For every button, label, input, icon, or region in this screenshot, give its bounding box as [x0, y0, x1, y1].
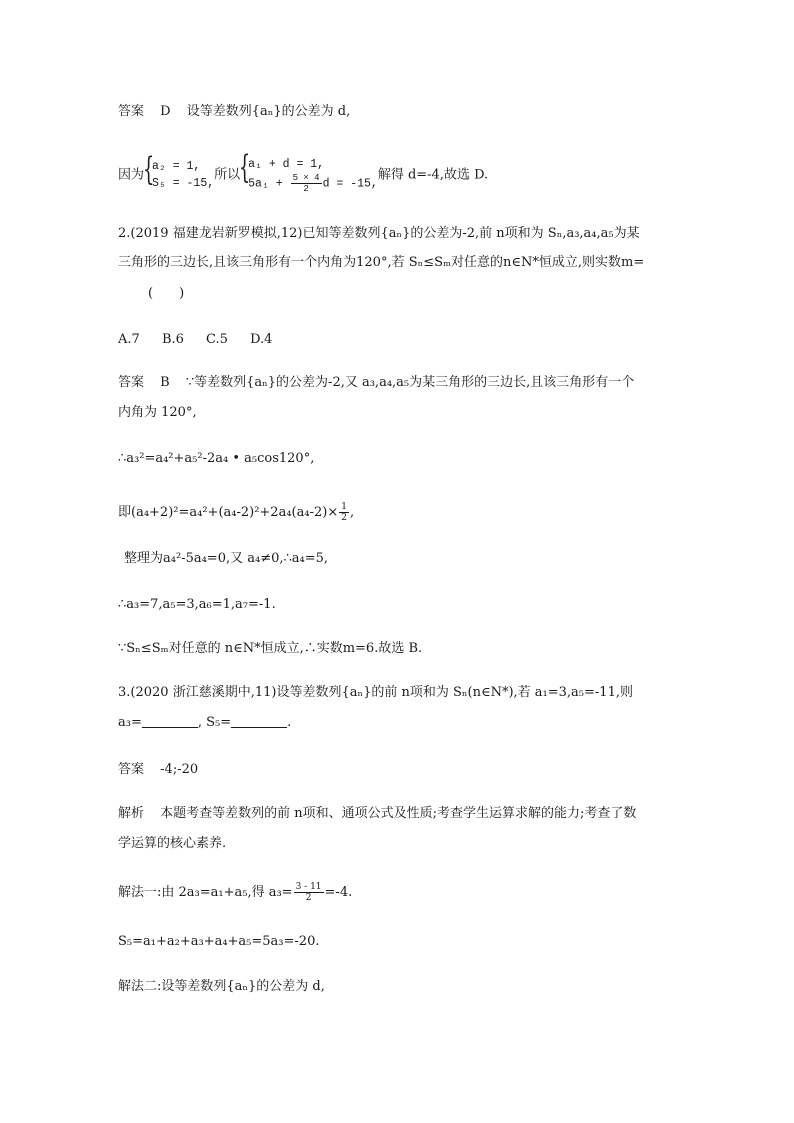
answer-blank — [231, 715, 287, 728]
fraction-numerator: 3 - 11 — [295, 882, 322, 892]
equation-part: 5a₁ + — [248, 177, 283, 191]
method-2-line-1: 解法二:设等差数列{aₙ}的公差为 d, — [118, 979, 325, 994]
fraction-denominator: 2 — [305, 893, 312, 903]
system-2: { a₁ + d = 1, 5a₁ + $\frac{5 \times 4}{2}$ d = -15, — [239, 148, 378, 194]
option-d: D.4 — [250, 332, 273, 347]
blank-prefix: a₃= — [118, 715, 142, 730]
answer-1 — [118, 103, 350, 121]
answer-label: 答案 — [118, 762, 145, 777]
blank-end: . — [287, 715, 292, 730]
equation: a₁ + d = 1, — [248, 158, 325, 171]
answer-choice: B — [160, 375, 170, 390]
option-c: C.5 — [206, 332, 228, 347]
answer-label: 答案 — [118, 375, 145, 390]
question-2-line-1: 2.(2019 福建龙岩新罗模拟,12)已知等差数列{aₙ}的公差为-2,前 n项和为 Sₙ,a₃,a₄,a₅为某 — [118, 226, 640, 241]
equation: a₂ = 1, — [152, 160, 201, 173]
system-prefix: 因为 — [118, 167, 145, 183]
question-2-options — [118, 331, 272, 349]
system-mid: 所以 — [214, 167, 241, 183]
blank-prefix: S₅= — [206, 715, 232, 730]
question-2-line-2: 三角形的三边长,且该三角形有一个内角为120°,若 Sₙ≤Sₘ对任意的n∈N*恒成立,则实数m= — [118, 255, 645, 270]
solution-step-3: 整理为a₄²-5a₄=0,又 a₄≠0,∴a₄=5, — [124, 551, 329, 566]
solution-step-2 — [118, 502, 354, 523]
analysis-line-1 — [118, 805, 636, 823]
answer-2-line-2: 内角为 120°, — [118, 405, 197, 420]
solution-step-1: ∴a₃²=a₄²+a₅²-2a₄ • a₅cos120°, — [118, 451, 315, 466]
answer-choice: D — [160, 104, 171, 119]
solution-step-5: ∵Sₙ≤Sₘ对任意的 n∈N*恒成立,∴实数m=6.故选 B. — [118, 641, 423, 656]
fraction-denominator: 2 — [341, 513, 347, 523]
system-1: { a₂ = 1, S₅ = -15, — [143, 150, 215, 190]
answer-3 — [118, 761, 198, 779]
system-equation-line — [118, 148, 489, 194]
method-1-line-2: S₅=a₁+a₂+a₃+a₄+a₅=5a₃=-20. — [118, 934, 320, 949]
analysis-text: 本题考查等差数列的前 n项和、通项公式及性质;考查学生运算求解的能力;考查了数 — [160, 806, 637, 821]
fraction-denominator: 2 — [303, 184, 309, 194]
answer-2-line-1 — [118, 374, 634, 392]
answer-paren: ( ) — [148, 286, 185, 301]
equation-part: d = -15, — [322, 177, 378, 191]
equation: S₅ = -15, — [152, 177, 215, 190]
method-text: =-4. — [324, 885, 353, 900]
fraction-numerator: 5 × 4 — [292, 173, 320, 183]
analysis-line-2: 学运算的核心素养. — [118, 836, 227, 851]
method-1-line-1 — [118, 882, 352, 903]
solution-step-4: ∴a₃=7,a₅=3,a₆=1,a₇=-1. — [118, 597, 276, 612]
question-3-blanks — [118, 714, 291, 732]
answer-label: 答案 — [118, 104, 145, 119]
fraction — [291, 173, 322, 194]
answer-text: ∵等差数列{aₙ}的公差为-2,又 a₃,a₄,a₅为某三角形的三边长,且该三角形有一个 — [185, 375, 635, 390]
answer-text: 设等差数列{aₙ}的公差为 d, — [186, 104, 351, 119]
analysis-label: 解析 — [118, 806, 145, 821]
blank-separator: , — [197, 715, 202, 730]
method-text: 解法一:由 2a₃=a₁+a₅,得 a₃= — [118, 885, 293, 900]
step-text: 即(a₄+2)²=a₄²+(a₄-2)²+2a₄(a₄-2)× — [118, 505, 339, 520]
system-suffix: 解得 d=-4,故选 D. — [377, 167, 489, 183]
fraction — [294, 882, 324, 903]
fraction — [339, 502, 349, 523]
step-text: , — [349, 505, 355, 520]
fraction-numerator: 1 — [341, 502, 347, 512]
answer-text: -4;-20 — [160, 762, 199, 777]
option-a: A.7 — [118, 332, 140, 347]
option-b: B.6 — [161, 332, 184, 347]
question-3-line-1: 3.(2020 浙江慈溪期中,11)设等差数列{aₙ}的前 n项和为 Sₙ(n∈N*),若 a₁=3,a₅=-11,则 — [118, 685, 633, 700]
equation — [248, 173, 378, 194]
answer-blank — [142, 715, 198, 728]
